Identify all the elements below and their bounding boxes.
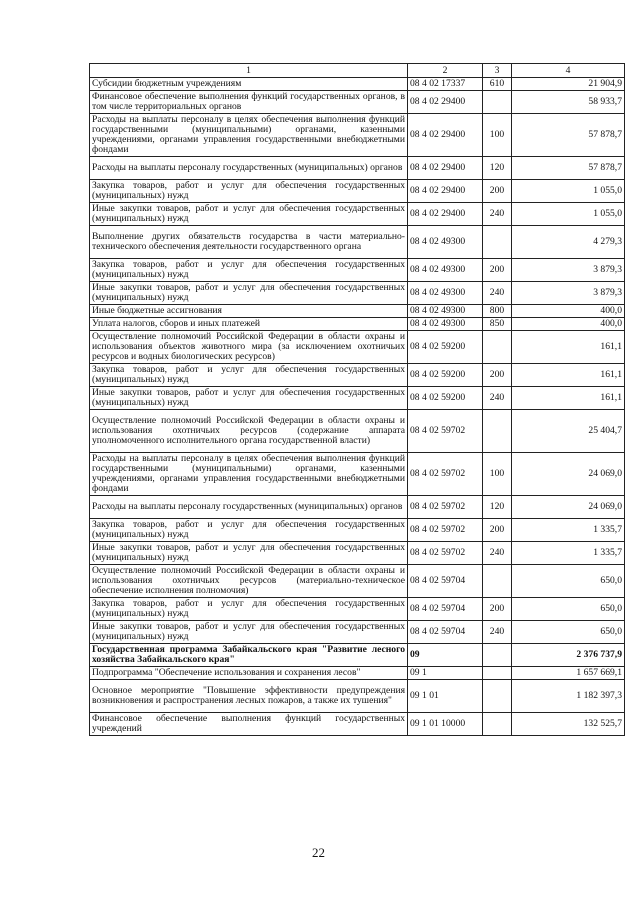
row-expense-type-cell: [483, 91, 512, 114]
row-expense-type-cell: 240: [483, 387, 512, 410]
row-amount-cell: 161,1: [512, 364, 625, 387]
table-row: [90, 410, 625, 453]
row-name-cell: Иные бюджетные ассигнования: [90, 305, 408, 318]
row-expense-type-cell: 240: [483, 621, 512, 644]
row-expense-type-cell: 240: [483, 542, 512, 565]
row-name-cell: Государственная программа Забайкальского края "Развитие лесного хозяйства Забайкальского края": [90, 644, 408, 667]
row-code-cell: 08 4 02 59702: [408, 453, 483, 496]
row-expense-type-cell: [483, 565, 512, 598]
row-code-cell: 08 4 02 29400: [408, 157, 483, 180]
row-expense-type-cell: 100: [483, 114, 512, 157]
row-code-cell: 09 1 01: [408, 680, 483, 713]
row-code-cell: 08 4 02 29400: [408, 114, 483, 157]
table-row: [90, 78, 625, 91]
row-code-cell: 09: [408, 644, 483, 667]
row-expense-type-cell: 240: [483, 203, 512, 226]
column-header-expense-type: 3: [483, 64, 512, 78]
row-amount-cell: 57 878,7: [512, 114, 625, 157]
row-code-cell: 09 1 01 10000: [408, 713, 483, 736]
column-header-amount: 4: [512, 64, 625, 78]
row-name-cell: Иные закупки товаров, работ и услуг для обеспечения государственных (муниципальных) нужд: [90, 203, 408, 226]
table-row: [90, 305, 625, 318]
row-amount-cell: 650,0: [512, 598, 625, 621]
row-amount-cell: 650,0: [512, 621, 625, 644]
row-amount-cell: 21 904,9: [512, 78, 625, 91]
table-row: [90, 91, 625, 114]
row-amount-cell: 25 404,7: [512, 410, 625, 453]
row-expense-type-cell: 200: [483, 364, 512, 387]
table-row: [90, 114, 625, 157]
row-expense-type-cell: [483, 644, 512, 667]
row-code-cell: 08 4 02 59200: [408, 331, 483, 364]
row-amount-cell: 161,1: [512, 387, 625, 410]
table-row: [90, 364, 625, 387]
row-name-cell: Закупка товаров, работ и услуг для обеспечения государственных (муниципальных) нужд: [90, 598, 408, 621]
row-expense-type-cell: [483, 713, 512, 736]
row-amount-cell: 4 279,3: [512, 226, 625, 259]
row-expense-type-cell: 120: [483, 496, 512, 519]
row-amount-cell: 1 055,0: [512, 180, 625, 203]
row-amount-cell: 24 069,0: [512, 453, 625, 496]
table-row: [90, 598, 625, 621]
row-code-cell: 08 4 02 49300: [408, 259, 483, 282]
column-header-name: 1: [90, 64, 408, 78]
row-code-cell: 08 4 02 59702: [408, 542, 483, 565]
row-name-cell: Закупка товаров, работ и услуг для обеспечения государственных (муниципальных) нужд: [90, 364, 408, 387]
row-name-cell: Закупка товаров, работ и услуг для обеспечения государственных (муниципальных) нужд: [90, 180, 408, 203]
table-row: [90, 331, 625, 364]
row-expense-type-cell: 240: [483, 282, 512, 305]
row-name-cell: Субсидии бюджетным учреждениям: [90, 78, 408, 91]
row-name-cell: Иные закупки товаров, работ и услуг для обеспечения государственных (муниципальных) нужд: [90, 621, 408, 644]
table-header-row: [90, 64, 625, 78]
row-amount-cell: 161,1: [512, 331, 625, 364]
row-expense-type-cell: 120: [483, 157, 512, 180]
row-amount-cell: 3 879,3: [512, 282, 625, 305]
row-code-cell: 08 4 02 49300: [408, 305, 483, 318]
table-row: [90, 318, 625, 331]
row-expense-type-cell: 200: [483, 598, 512, 621]
row-amount-cell: 2 376 737,9: [512, 644, 625, 667]
row-code-cell: 08 4 02 59200: [408, 387, 483, 410]
table-row: [90, 180, 625, 203]
row-amount-cell: 58 933,7: [512, 91, 625, 114]
table-row: [90, 644, 625, 667]
row-code-cell: 08 4 02 29400: [408, 91, 483, 114]
row-expense-type-cell: 200: [483, 259, 512, 282]
row-amount-cell: 1 055,0: [512, 203, 625, 226]
table-row: [90, 453, 625, 496]
row-name-cell: Уплата налогов, сборов и иных платежей: [90, 318, 408, 331]
row-code-cell: 08 4 02 49300: [408, 226, 483, 259]
row-name-cell: Осуществление полномочий Российской Федерации в области охраны и использования объектов животного мира (за исключением охотничьих ресурсов и водных биологических ресурсов): [90, 331, 408, 364]
row-expense-type-cell: 610: [483, 78, 512, 91]
row-code-cell: 08 4 02 59702: [408, 519, 483, 542]
table-row: [90, 542, 625, 565]
table-row: [90, 157, 625, 180]
table-row: [90, 496, 625, 519]
row-expense-type-cell: [483, 667, 512, 680]
row-code-cell: 08 4 02 29400: [408, 203, 483, 226]
row-amount-cell: 24 069,0: [512, 496, 625, 519]
row-code-cell: 08 4 02 59200: [408, 364, 483, 387]
row-amount-cell: 650,0: [512, 565, 625, 598]
table-row: [90, 259, 625, 282]
row-expense-type-cell: 850: [483, 318, 512, 331]
row-expense-type-cell: 200: [483, 180, 512, 203]
table-row: [90, 565, 625, 598]
row-expense-type-cell: 800: [483, 305, 512, 318]
table-body: [90, 78, 625, 736]
page-number: 22: [312, 845, 325, 860]
row-code-cell: 08 4 02 17337: [408, 78, 483, 91]
row-code-cell: 08 4 02 59702: [408, 410, 483, 453]
table-row: [90, 621, 625, 644]
table-row: [90, 667, 625, 680]
row-code-cell: 08 4 02 49300: [408, 282, 483, 305]
row-name-cell: Иные закупки товаров, работ и услуг для обеспечения государственных (муниципальных) нужд: [90, 542, 408, 565]
row-expense-type-cell: [483, 226, 512, 259]
row-code-cell: 08 4 02 59702: [408, 496, 483, 519]
budget-table: [89, 63, 625, 736]
row-name-cell: Закупка товаров, работ и услуг для обеспечения государственных (муниципальных) нужд: [90, 519, 408, 542]
row-name-cell: Выполнение других обязательств государства в части материально-технического обеспечения деятельности государственного органа: [90, 226, 408, 259]
table-row: [90, 226, 625, 259]
row-name-cell: Расходы на выплаты персоналу государственных (муниципальных) органов: [90, 157, 408, 180]
column-header-code: 2: [408, 64, 483, 78]
row-amount-cell: 57 878,7: [512, 157, 625, 180]
row-name-cell: Финансовое обеспечение выполнения функций государственных учреждений: [90, 713, 408, 736]
row-name-cell: Основное мероприятие "Повышение эффективности предупреждения возникновения и распространения лесных пожаров, а также их тушения": [90, 680, 408, 713]
row-name-cell: Закупка товаров, работ и услуг для обеспечения государственных (муниципальных) нужд: [90, 259, 408, 282]
row-amount-cell: 132 525,7: [512, 713, 625, 736]
row-expense-type-cell: [483, 410, 512, 453]
row-name-cell: Иные закупки товаров, работ и услуг для обеспечения государственных (муниципальных) нужд: [90, 282, 408, 305]
table-row: [90, 519, 625, 542]
row-amount-cell: 1 657 669,1: [512, 667, 625, 680]
row-amount-cell: 1 182 397,3: [512, 680, 625, 713]
row-code-cell: 08 4 02 49300: [408, 318, 483, 331]
row-amount-cell: 1 335,7: [512, 519, 625, 542]
table-row: [90, 680, 625, 713]
row-expense-type-cell: 200: [483, 519, 512, 542]
row-amount-cell: 1 335,7: [512, 542, 625, 565]
row-code-cell: 08 4 02 59704: [408, 621, 483, 644]
row-code-cell: 09 1: [408, 667, 483, 680]
row-expense-type-cell: 100: [483, 453, 512, 496]
row-code-cell: 08 4 02 59704: [408, 598, 483, 621]
row-amount-cell: 400,0: [512, 318, 625, 331]
row-code-cell: 08 4 02 59704: [408, 565, 483, 598]
row-name-cell: Подпрограмма "Обеспечение использования и сохранения лесов": [90, 667, 408, 680]
row-name-cell: Расходы на выплаты персоналу в целях обеспечения выполнения функций государственными (муниципальными) органами, казенными учреждениями, органами управления государственными внебюджетными фондами: [90, 114, 408, 157]
table-row: [90, 203, 625, 226]
row-name-cell: Финансовое обеспечение выполнения функций государственных органов, в том числе территориальных органов: [90, 91, 408, 114]
row-name-cell: Расходы на выплаты персоналу в целях обеспечения выполнения функций государственными (муниципальными) органами, казенными учреждениями, органами управления государственными внебюджетными фондами: [90, 453, 408, 496]
row-name-cell: Осуществление полномочий Российской Федерации в области охраны и использования охотничьих ресурсов (материально-техническое обеспечение исполнения полномочия): [90, 565, 408, 598]
table-row: [90, 282, 625, 305]
table-row: [90, 713, 625, 736]
row-expense-type-cell: [483, 331, 512, 364]
row-amount-cell: 400,0: [512, 305, 625, 318]
row-name-cell: Расходы на выплаты персоналу государственных (муниципальных) органов: [90, 496, 408, 519]
row-expense-type-cell: [483, 680, 512, 713]
row-name-cell: Осуществление полномочий Российской Федерации в области охраны и использования охотничьих ресурсов (содержание аппарата уполномоченного исполнительного органа государственной власти): [90, 410, 408, 453]
row-name-cell: Иные закупки товаров, работ и услуг для обеспечения государственных (муниципальных) нужд: [90, 387, 408, 410]
table-row: [90, 387, 625, 410]
row-code-cell: 08 4 02 29400: [408, 180, 483, 203]
row-amount-cell: 3 879,3: [512, 259, 625, 282]
